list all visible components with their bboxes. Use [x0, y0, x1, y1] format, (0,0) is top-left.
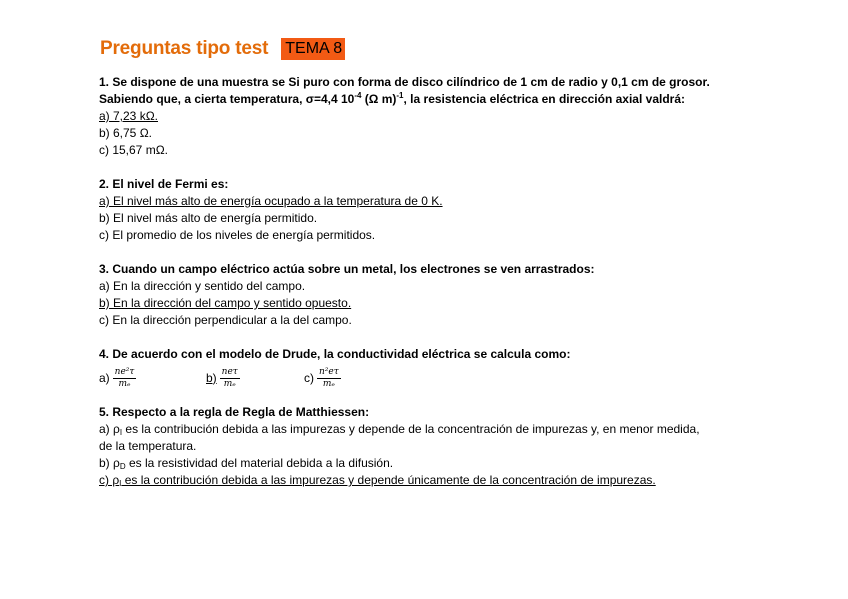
question-3-option-a: a) En la dirección y sentido del campo. — [99, 279, 306, 293]
question-3-option-b: b) En la dirección del campo y sentido opuesto. — [99, 296, 352, 310]
question-3-option-c: c) En la dirección perpendicular a la del campo. — [99, 313, 352, 327]
option-a-label: a) — [99, 370, 110, 385]
question-5-option-c: c) $\rho_I$ es la contribución debida a las impurezas y depende únicamente de la concentración de impurezas. — [99, 473, 656, 488]
question-4-option-c — [304, 367, 341, 390]
question-2 — [99, 176, 799, 244]
question-3-text: 3. Cuando un campo eléctrico actúa sobre un metal, los electrones se ven arrastrados: — [99, 262, 595, 276]
question-5 — [99, 404, 799, 489]
question-5-text: 5. Respecto a la regla de Regla de Matthiessen: — [99, 405, 370, 419]
question-2-text: 2. El nivel de Fermi es: — [99, 177, 229, 191]
question-1-option-c: c) 15,67 mΩ. — [99, 143, 168, 157]
formula-b: $\frac{\text{neτ}}{\text{mₑ}}$ — [221, 366, 238, 389]
option-b-label: b) — [206, 370, 217, 385]
question-2-option-c: c) El promedio de los niveles de energía permitidos. — [99, 228, 376, 242]
question-1-option-b: b) 6,75 Ω. — [99, 126, 152, 140]
question-4 — [99, 346, 799, 392]
question-4-option-b — [206, 367, 304, 390]
question-1-text: 1. Se dispone de una muestra se Si puro con forma de disco cilíndrico de 1 cm de radio y 0,1 cm de grosor. — [99, 75, 710, 89]
questions — [99, 74, 799, 489]
question-4-option-a — [99, 367, 206, 390]
question-3 — [99, 261, 799, 329]
question-2-option-b: b) El nivel más alto de energía permitido. — [99, 211, 318, 225]
question-2-option-a: a) El nivel más alto de energía ocupado a la temperatura de 0 K. — [99, 194, 443, 208]
formula-a: $\frac{\text{ne²τ}}{\text{mₑ}}$ — [114, 366, 135, 389]
formula-c: $\frac{\text{n²eτ}}{\text{mₑ}}$ — [319, 366, 339, 389]
question-5-option-a-line2: de la temperatura. — [99, 439, 197, 453]
header — [100, 36, 345, 62]
question-4-text: 4. De acuerdo con el modelo de Drude, la conductividad eléctrica se calcula como: — [99, 347, 571, 361]
question-5-option-b: b) $\rho_D$ es la resistividad del material debida a la difusión. — [99, 456, 394, 471]
question-1-option-a: a) 7,23 kΩ. — [99, 109, 158, 123]
question-1 — [99, 74, 799, 159]
question-5-option-a: a) $\rho_I$ es la contribución debida a las impurezas y depende de la concentración de impurezas y, en menor medida, — [99, 422, 700, 437]
page-title: Preguntas tipo test — [100, 38, 269, 59]
question-4-options — [99, 364, 799, 392]
option-c-label: c) — [304, 370, 314, 385]
topic-badge: TEMA 8 — [281, 38, 345, 60]
question-1-text-line2: Sabiendo que, a cierta temperatura, σ=4,4 $10^{-4}$ (Ω m)$^{-1}$, la resistencia eléctrica en dirección axial valdrá: — [99, 91, 685, 106]
